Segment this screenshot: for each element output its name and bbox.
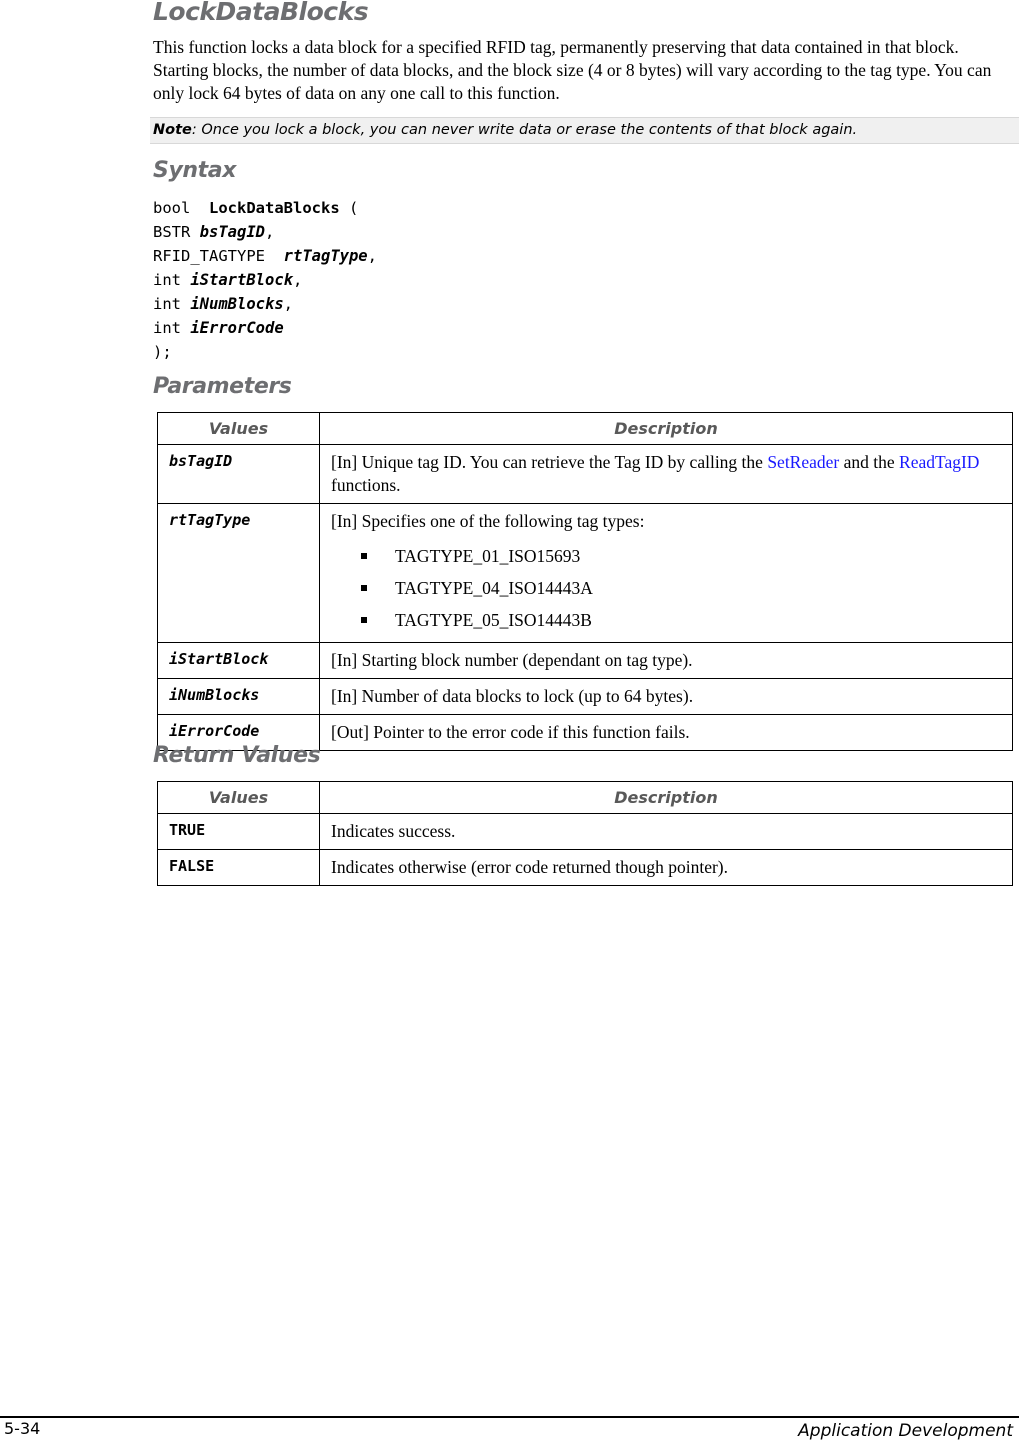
return-value-name: FALSE xyxy=(158,850,320,886)
param-name: bsTagID xyxy=(158,445,320,504)
parameters-table xyxy=(157,412,1013,751)
param-name: iErrorCode xyxy=(158,715,320,751)
table-row xyxy=(158,504,1013,643)
note-box xyxy=(150,117,1019,144)
column-header-values: Values xyxy=(158,782,320,814)
tag-type-list xyxy=(331,540,1012,636)
table-header-row xyxy=(158,782,1013,814)
param-description: [In] Specifies one of the following tag types: TAGTYPE_01_ISO15693 TAGTYPE_04_ISO14443A TAGTYPE_05_ISO14443B xyxy=(320,504,1013,643)
syntax-line-6: int iErrorCode xyxy=(153,319,284,337)
parameters-heading: Parameters xyxy=(153,374,292,399)
param-description: [Out] Pointer to the error code if this function fails. xyxy=(320,715,1013,751)
column-header-description: Description xyxy=(320,413,1013,445)
syntax-heading: Syntax xyxy=(153,158,237,183)
return-value-description: Indicates success. xyxy=(320,814,1013,850)
square-bullet-icon xyxy=(361,553,367,559)
table-row xyxy=(158,445,1013,504)
page-number: 5-34 xyxy=(4,1419,41,1438)
return-values-table xyxy=(157,781,1013,886)
table-row xyxy=(158,679,1013,715)
table-header-row xyxy=(158,413,1013,445)
table-row xyxy=(158,814,1013,850)
readtagid-link[interactable]: ReadTagID xyxy=(899,452,980,472)
syntax-line-2: BSTR bsTagID, xyxy=(153,223,275,241)
syntax-line-4: int iStartBlock, xyxy=(153,271,303,289)
function-name: LockDataBlocks xyxy=(209,199,340,217)
return-value-description: Indicates otherwise (error code returned though pointer). xyxy=(320,850,1013,886)
param-name: rtTagType xyxy=(158,504,320,643)
table-row xyxy=(158,850,1013,886)
table-row xyxy=(158,643,1013,679)
setreader-link[interactable]: SetReader xyxy=(767,452,840,472)
syntax-line-1: bool LockDataBlocks ( xyxy=(153,199,359,217)
list-item: TAGTYPE_05_ISO14443B xyxy=(331,604,1012,636)
footer-section-title: Application Development xyxy=(798,1421,1013,1441)
column-header-description: Description xyxy=(320,782,1013,814)
return-value-name: TRUE xyxy=(158,814,320,850)
syntax-line-7: ); xyxy=(153,343,172,361)
list-item: TAGTYPE_01_ISO15693 xyxy=(331,540,1012,572)
footer-rule xyxy=(0,1416,1019,1418)
page-title: LockDataBlocks xyxy=(153,0,369,26)
syntax-line-5: int iNumBlocks, xyxy=(153,295,293,313)
intro-paragraph: This function locks a data block for a specified RFID tag, permanently preserving that data contained in that block. Starting blocks, the number of data blocks, and the block size (4 or 8 bytes) will vary according to the tag type. You can only lock 64 bytes of data on any one call to this function. xyxy=(153,37,992,103)
param-name: iStartBlock xyxy=(158,643,320,679)
param-name: iNumBlocks xyxy=(158,679,320,715)
syntax-line-3: RFID_TAGTYPE rtTagType, xyxy=(153,247,377,265)
syntax-block xyxy=(153,196,377,364)
column-header-values: Values xyxy=(158,413,320,445)
param-description: [In] Number of data blocks to lock (up to 64 bytes). xyxy=(320,679,1013,715)
note-text: : Once you lock a block, you can never write data or erase the contents of that block again. xyxy=(191,122,858,138)
note-label: Note xyxy=(153,122,192,138)
square-bullet-icon xyxy=(361,617,367,623)
param-description: [In] Starting block number (dependant on tag type). xyxy=(320,643,1013,679)
return-values-heading: Return Values xyxy=(153,743,321,768)
square-bullet-icon xyxy=(361,585,367,591)
param-description: [In] Unique tag ID. You can retrieve the Tag ID by calling the SetReader and the ReadTagID functions. xyxy=(320,445,1013,504)
list-item: TAGTYPE_04_ISO14443A xyxy=(331,572,1012,604)
